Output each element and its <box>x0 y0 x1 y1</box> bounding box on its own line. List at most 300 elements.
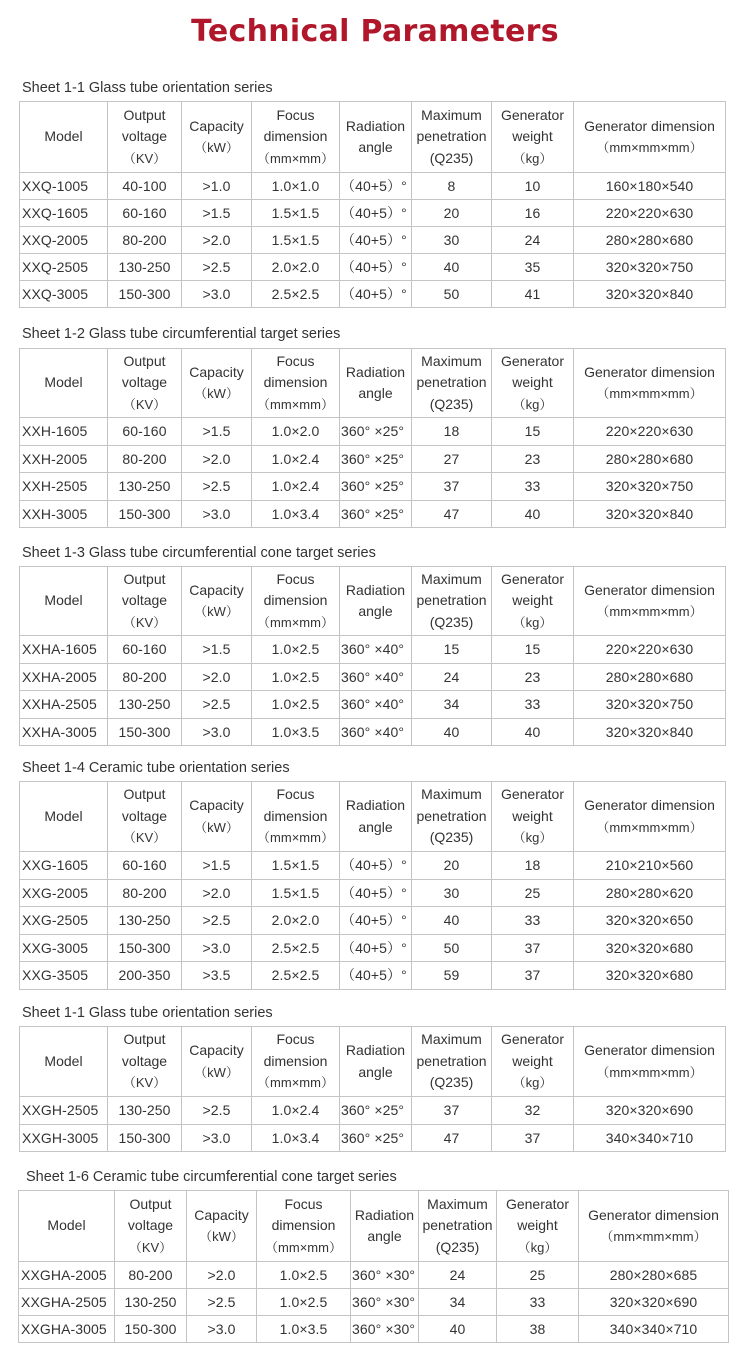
max-penetration-cell: 40 <box>419 1316 497 1343</box>
header-label-line: Maximum <box>421 1031 482 1048</box>
output-voltage-cell: 130-250 <box>108 907 182 935</box>
header-label-line: （kg） <box>512 150 553 166</box>
page-title: Technical Parameters <box>191 14 559 49</box>
header-label-line: Generator <box>505 1195 570 1212</box>
header-label-line: (Q235) <box>429 1074 474 1091</box>
generator-dimension-cell: 320×320×690 <box>579 1289 729 1316</box>
sheet-title: Sheet 1-1 Glass tube orientation series <box>22 80 273 96</box>
radiation-angle-cell: 360° ×25° <box>340 1097 412 1125</box>
output-voltage-cell: 150-300 <box>108 1124 182 1152</box>
header-label-line: （kg） <box>512 396 553 412</box>
table-row <box>20 173 726 200</box>
radiation-angle-header <box>340 567 412 636</box>
focus-dimension-cell: 1.0×2.5 <box>252 636 340 664</box>
header-label-line: （kg） <box>512 830 553 846</box>
generator-weight-cell: 10 <box>492 173 574 200</box>
generator-dimension-cell: 340×340×710 <box>574 1124 726 1152</box>
max-penetration-cell: 24 <box>419 1262 497 1289</box>
focus-dimension-cell: 1.0×2.4 <box>252 1097 340 1125</box>
radiation-angle-cell: 360° ×40° <box>340 691 412 719</box>
output-voltage-cell: 80-200 <box>108 445 182 473</box>
generator-weight-cell: 38 <box>497 1316 579 1343</box>
generator-dimension-cell: 280×280×680 <box>574 227 726 254</box>
table-row <box>19 1289 729 1316</box>
header-label-line: Generator <box>500 570 565 587</box>
table-row <box>20 227 726 254</box>
header-label-line: voltage <box>121 1052 168 1069</box>
model-header: Model <box>20 1027 108 1097</box>
header-label-line: Radiation <box>345 797 406 813</box>
header-label-line: Capacity <box>194 1206 249 1223</box>
header-label-line: （mm×mm×mm） <box>596 604 703 619</box>
capacity-cell: >2.5 <box>182 1097 252 1125</box>
capacity-cell: >2.5 <box>187 1289 257 1316</box>
capacity-cell: >1.5 <box>182 418 252 446</box>
header-label-line: (Q235) <box>435 1238 480 1255</box>
capacity-header <box>182 349 252 418</box>
header-label-line: voltage <box>121 807 168 824</box>
focus-dimension-header <box>257 1191 351 1262</box>
output-voltage-cell: 150-300 <box>108 281 182 308</box>
generator-weight-header <box>492 102 574 173</box>
model-cell: XXHA-1605 <box>20 636 108 664</box>
radiation-angle-cell: （40+5）° <box>340 281 412 308</box>
header-label-line: （KV） <box>122 150 167 166</box>
focus-dimension-cell: 1.0×2.4 <box>252 445 340 473</box>
header-label-line: Generator dimension <box>584 363 715 380</box>
header-label-line: (Q235) <box>429 395 474 412</box>
header-label-line: （mm×mm） <box>265 1239 342 1255</box>
generator-weight-cell: 25 <box>497 1262 579 1289</box>
header-label-line: Generator dimension <box>584 1042 715 1058</box>
spec-table <box>19 781 726 990</box>
capacity-cell: >1.0 <box>182 173 252 200</box>
focus-dimension-header <box>252 1027 340 1097</box>
model-cell: XXHA-2505 <box>20 691 108 719</box>
model-cell: XXGH-3005 <box>20 1124 108 1152</box>
max-penetration-cell: 34 <box>412 691 492 719</box>
max-penetration-cell: 30 <box>412 227 492 254</box>
header-label-line: Generator dimension <box>584 797 715 813</box>
header-label-line: （kW） <box>194 386 239 401</box>
model-header: Model <box>20 567 108 636</box>
header-label-line: penetration <box>416 592 487 609</box>
generator-dimension-cell: 220×220×630 <box>574 418 726 446</box>
capacity-header <box>182 102 252 173</box>
header-label-line: Generator <box>500 106 565 123</box>
header-label-line: Maximum <box>421 570 482 587</box>
capacity-cell: >1.5 <box>182 852 252 880</box>
capacity-cell: >2.0 <box>182 445 252 473</box>
header-label-line: Focus <box>284 1195 323 1212</box>
header-label-line: angle <box>358 1063 393 1080</box>
focus-dimension-cell: 1.0×2.5 <box>252 663 340 691</box>
header-label-line: （mm×mm） <box>257 396 334 412</box>
generator-dimension-cell: 210×210×560 <box>574 852 726 880</box>
header-label-line: (Q235) <box>429 829 474 846</box>
model-cell: XXH-1605 <box>20 418 108 446</box>
capacity-cell: >2.0 <box>187 1262 257 1289</box>
generator-weight-cell: 40 <box>492 718 574 746</box>
generator-dimension-cell: 320×320×750 <box>574 473 726 501</box>
capacity-cell: >3.0 <box>187 1316 257 1343</box>
generator-dimension-cell: 280×280×685 <box>579 1262 729 1289</box>
model-cell: XXH-2005 <box>20 445 108 473</box>
table-row <box>19 1316 729 1343</box>
header-label-line: Focus <box>276 570 315 587</box>
model-cell: XXHA-2005 <box>20 663 108 691</box>
generator-weight-cell: 15 <box>492 418 574 446</box>
focus-dimension-cell: 1.5×1.5 <box>252 200 340 227</box>
header-label-line: penetration <box>416 1052 487 1069</box>
focus-dimension-cell: 1.5×1.5 <box>252 879 340 907</box>
radiation-angle-cell: （40+5）° <box>340 227 412 254</box>
header-label-line: （mm×mm×mm） <box>600 1229 707 1244</box>
header-label-line: weight <box>512 128 553 145</box>
radiation-angle-cell: 360° ×25° <box>340 418 412 446</box>
table-row <box>20 254 726 281</box>
model-cell: XXG-2505 <box>20 907 108 935</box>
header-label-line: （kW） <box>199 1229 244 1244</box>
header-row <box>20 1027 726 1097</box>
header-label-line: （mm×mm） <box>257 150 334 166</box>
radiation-angle-cell: （40+5）° <box>340 852 412 880</box>
generator-dimension-cell: 280×280×680 <box>574 663 726 691</box>
output-voltage-cell: 60-160 <box>108 852 182 880</box>
header-row <box>20 349 726 418</box>
generator-dimension-header <box>579 1191 729 1262</box>
max-penetration-header <box>412 102 492 173</box>
header-label-line: （mm×mm×mm） <box>596 819 703 835</box>
header-label-line: Radiation <box>345 1042 406 1058</box>
max-penetration-header <box>412 567 492 636</box>
generator-dimension-cell: 320×320×840 <box>574 281 726 308</box>
max-penetration-cell: 30 <box>412 879 492 907</box>
output-voltage-header <box>115 1191 187 1262</box>
table-row <box>20 691 726 719</box>
header-label-line: （kg） <box>512 614 553 630</box>
header-label-line: Focus <box>276 106 315 123</box>
generator-weight-cell: 23 <box>492 445 574 473</box>
radiation-angle-cell: 360° ×30° <box>351 1289 419 1316</box>
output-voltage-cell: 150-300 <box>108 934 182 962</box>
header-label-line: （KV） <box>122 830 167 846</box>
max-penetration-cell: 18 <box>412 418 492 446</box>
table-row <box>20 879 726 907</box>
table-row <box>20 934 726 962</box>
capacity-cell: >3.0 <box>182 718 252 746</box>
max-penetration-cell: 24 <box>412 663 492 691</box>
header-label-line: （KV） <box>122 1075 167 1091</box>
header-label-line: Generator dimension <box>584 117 715 134</box>
header-label-line: Output <box>123 106 166 123</box>
model-cell: XXG-2005 <box>20 879 108 907</box>
generator-dimension-cell: 220×220×630 <box>574 200 726 227</box>
table-row <box>20 418 726 446</box>
header-label-line: dimension <box>263 374 328 391</box>
generator-weight-cell: 33 <box>492 473 574 501</box>
generator-dimension-cell: 280×280×620 <box>574 879 726 907</box>
capacity-header <box>182 567 252 636</box>
header-label-line: （KV） <box>122 614 167 630</box>
header-label-line: （mm×mm×mm） <box>596 140 703 155</box>
header-label-line: Capacity <box>189 363 244 380</box>
header-label-line: （mm×mm×mm） <box>596 386 703 401</box>
focus-dimension-header <box>252 782 340 852</box>
output-voltage-cell: 80-200 <box>108 663 182 691</box>
header-label-line: Generator <box>500 352 565 369</box>
output-voltage-cell: 80-200 <box>115 1262 187 1289</box>
spec-table <box>19 101 726 308</box>
focus-dimension-cell: 2.5×2.5 <box>252 281 340 308</box>
header-label-line: （kW） <box>194 819 239 835</box>
max-penetration-header <box>412 782 492 852</box>
spec-table <box>18 1190 729 1343</box>
output-voltage-header <box>108 1027 182 1097</box>
header-label-line: Focus <box>276 352 315 369</box>
header-label-line: Generator <box>500 1031 565 1048</box>
focus-dimension-cell: 2.5×2.5 <box>252 934 340 962</box>
generator-weight-cell: 33 <box>492 691 574 719</box>
generator-weight-cell: 32 <box>492 1097 574 1125</box>
header-label-line: （mm×mm×mm） <box>596 1064 703 1080</box>
capacity-cell: >2.5 <box>182 907 252 935</box>
max-penetration-cell: 47 <box>412 500 492 528</box>
header-label-line: voltage <box>121 592 168 609</box>
radiation-angle-cell: （40+5）° <box>340 200 412 227</box>
generator-weight-cell: 25 <box>492 879 574 907</box>
focus-dimension-cell: 1.0×2.5 <box>257 1289 351 1316</box>
capacity-cell: >2.0 <box>182 227 252 254</box>
header-label-line: voltage <box>121 374 168 391</box>
max-penetration-cell: 37 <box>412 473 492 501</box>
generator-dimension-header <box>574 782 726 852</box>
header-label-line: Output <box>123 1031 166 1048</box>
header-label-line: （KV） <box>122 396 167 412</box>
max-penetration-cell: 8 <box>412 173 492 200</box>
header-label-line: （kW） <box>194 140 239 155</box>
capacity-cell: >3.0 <box>182 1124 252 1152</box>
focus-dimension-header <box>252 102 340 173</box>
max-penetration-cell: 50 <box>412 281 492 308</box>
table-row <box>20 200 726 227</box>
header-label-line: penetration <box>416 807 487 824</box>
generator-dimension-cell: 320×320×690 <box>574 1097 726 1125</box>
header-label-line: angle <box>358 603 393 619</box>
header-label-line: angle <box>358 139 393 155</box>
output-voltage-cell: 150-300 <box>108 718 182 746</box>
radiation-angle-header <box>340 782 412 852</box>
header-label-line: Capacity <box>189 117 244 134</box>
sheet-title: Sheet 1-2 Glass tube circumferential target series <box>22 326 341 342</box>
output-voltage-cell: 130-250 <box>115 1289 187 1316</box>
header-label-line: penetration <box>416 374 487 391</box>
generator-dimension-cell: 220×220×630 <box>574 636 726 664</box>
radiation-angle-header <box>340 1027 412 1097</box>
capacity-cell: >3.5 <box>182 962 252 990</box>
generator-dimension-cell: 320×320×650 <box>574 907 726 935</box>
focus-dimension-header <box>252 567 340 636</box>
header-label-line: Output <box>123 786 166 803</box>
header-label-line: weight <box>512 592 553 609</box>
generator-weight-header <box>497 1191 579 1262</box>
header-label-line: voltage <box>127 1217 174 1234</box>
radiation-angle-cell: 360° ×40° <box>340 718 412 746</box>
sheet-title: Sheet 1-1 Glass tube orientation series <box>22 1005 273 1021</box>
capacity-cell: >2.5 <box>182 473 252 501</box>
header-row <box>19 1191 729 1262</box>
radiation-angle-header <box>340 102 412 173</box>
radiation-angle-cell: （40+5）° <box>340 907 412 935</box>
header-label-line: Radiation <box>345 363 406 380</box>
max-penetration-cell: 47 <box>412 1124 492 1152</box>
generator-weight-cell: 16 <box>492 200 574 227</box>
focus-dimension-cell: 1.0×3.5 <box>252 718 340 746</box>
output-voltage-cell: 60-160 <box>108 636 182 664</box>
model-cell: XXH-3005 <box>20 500 108 528</box>
output-voltage-cell: 80-200 <box>108 227 182 254</box>
output-voltage-cell: 150-300 <box>115 1316 187 1343</box>
focus-dimension-cell: 1.5×1.5 <box>252 852 340 880</box>
capacity-header <box>182 1027 252 1097</box>
generator-weight-cell: 33 <box>492 907 574 935</box>
output-voltage-cell: 130-250 <box>108 473 182 501</box>
generator-dimension-cell: 320×320×750 <box>574 691 726 719</box>
radiation-angle-cell: 360° ×25° <box>340 445 412 473</box>
header-label-line: （KV） <box>128 1239 173 1255</box>
sheet-title: Sheet 1-4 Ceramic tube orientation series <box>22 760 290 776</box>
header-label-line: Generator dimension <box>584 581 715 598</box>
header-label-line: （mm×mm） <box>257 614 334 630</box>
focus-dimension-cell: 1.0×2.5 <box>257 1262 351 1289</box>
capacity-header <box>187 1191 257 1262</box>
header-label-line: dimension <box>263 592 328 609</box>
generator-weight-cell: 35 <box>492 254 574 281</box>
header-label-line: Output <box>123 352 166 369</box>
header-label-line: angle <box>358 385 393 401</box>
header-label-line: （kg） <box>512 1075 553 1091</box>
generator-dimension-header <box>574 102 726 173</box>
header-row <box>20 102 726 173</box>
model-cell: XXQ-2505 <box>20 254 108 281</box>
max-penetration-cell: 20 <box>412 200 492 227</box>
max-penetration-header <box>412 1027 492 1097</box>
header-label-line: (Q235) <box>429 613 474 630</box>
radiation-angle-cell: 360° ×25° <box>340 500 412 528</box>
header-label-line: Focus <box>276 1031 315 1048</box>
header-label-line: （kW） <box>194 1064 239 1080</box>
spec-table <box>19 566 726 746</box>
generator-dimension-header <box>574 349 726 418</box>
radiation-angle-cell: 360° ×30° <box>351 1262 419 1289</box>
model-cell: XXQ-3005 <box>20 281 108 308</box>
model-cell: XXHA-3005 <box>20 718 108 746</box>
focus-dimension-cell: 1.0×1.0 <box>252 173 340 200</box>
spec-table <box>19 348 726 528</box>
output-voltage-cell: 200-350 <box>108 962 182 990</box>
output-voltage-cell: 130-250 <box>108 691 182 719</box>
capacity-cell: >2.5 <box>182 254 252 281</box>
table-row <box>20 500 726 528</box>
header-label-line: Focus <box>276 786 315 803</box>
focus-dimension-cell: 2.0×2.0 <box>252 254 340 281</box>
table-row <box>20 1097 726 1125</box>
capacity-cell: >1.5 <box>182 200 252 227</box>
generator-weight-cell: 41 <box>492 281 574 308</box>
max-penetration-cell: 50 <box>412 934 492 962</box>
capacity-cell: >2.5 <box>182 691 252 719</box>
generator-weight-cell: 37 <box>492 1124 574 1152</box>
generator-dimension-cell: 320×320×750 <box>574 254 726 281</box>
radiation-angle-cell: （40+5）° <box>340 934 412 962</box>
header-label-line: weight <box>517 1217 558 1234</box>
output-voltage-header <box>108 349 182 418</box>
generator-dimension-cell: 340×340×710 <box>579 1316 729 1343</box>
max-penetration-header <box>412 349 492 418</box>
focus-dimension-cell: 2.0×2.0 <box>252 907 340 935</box>
capacity-cell: >2.0 <box>182 879 252 907</box>
focus-dimension-cell: 1.0×3.4 <box>252 500 340 528</box>
focus-dimension-cell: 1.0×3.4 <box>252 1124 340 1152</box>
model-header: Model <box>20 782 108 852</box>
header-label-line: Maximum <box>421 352 482 369</box>
header-label-line: angle <box>358 818 393 835</box>
sheet-title: Sheet 1-6 Ceramic tube circumferential cone target series <box>26 1169 397 1185</box>
model-cell: XXQ-1605 <box>20 200 108 227</box>
header-label-line: penetration <box>416 128 487 145</box>
max-penetration-cell: 40 <box>412 907 492 935</box>
generator-dimension-cell: 320×320×680 <box>574 934 726 962</box>
radiation-angle-header <box>351 1191 419 1262</box>
generator-weight-header <box>492 782 574 852</box>
output-voltage-cell: 150-300 <box>108 500 182 528</box>
model-cell: XXQ-1005 <box>20 173 108 200</box>
table-row <box>19 1262 729 1289</box>
generator-weight-cell: 23 <box>492 663 574 691</box>
header-label-line: dimension <box>271 1217 336 1234</box>
radiation-angle-cell: 360° ×40° <box>340 663 412 691</box>
output-voltage-header <box>108 102 182 173</box>
header-label-line: Capacity <box>189 1042 244 1058</box>
max-penetration-cell: 27 <box>412 445 492 473</box>
capacity-cell: >3.0 <box>182 934 252 962</box>
generator-weight-cell: 18 <box>492 852 574 880</box>
header-label-line: Radiation <box>354 1206 415 1223</box>
header-label-line: (Q235) <box>429 149 474 166</box>
capacity-cell: >3.0 <box>182 500 252 528</box>
output-voltage-cell: 80-200 <box>108 879 182 907</box>
header-row <box>20 782 726 852</box>
header-label-line: Maximum <box>427 1195 488 1212</box>
model-cell: XXH-2505 <box>20 473 108 501</box>
focus-dimension-cell: 1.0×2.4 <box>252 473 340 501</box>
output-voltage-cell: 130-250 <box>108 254 182 281</box>
radiation-angle-cell: （40+5）° <box>340 879 412 907</box>
header-label-line: （mm×mm） <box>257 830 334 846</box>
max-penetration-cell: 20 <box>412 852 492 880</box>
model-header: Model <box>19 1191 115 1262</box>
max-penetration-cell: 37 <box>412 1097 492 1125</box>
header-label-line: Output <box>129 1195 172 1212</box>
table-row <box>20 962 726 990</box>
model-cell: XXQ-2005 <box>20 227 108 254</box>
header-label-line: dimension <box>263 128 328 145</box>
header-label-line: Capacity <box>189 581 244 598</box>
radiation-angle-cell: 360° ×30° <box>351 1316 419 1343</box>
max-penetration-cell: 40 <box>412 254 492 281</box>
max-penetration-cell: 59 <box>412 962 492 990</box>
model-cell: XXG-1605 <box>20 852 108 880</box>
